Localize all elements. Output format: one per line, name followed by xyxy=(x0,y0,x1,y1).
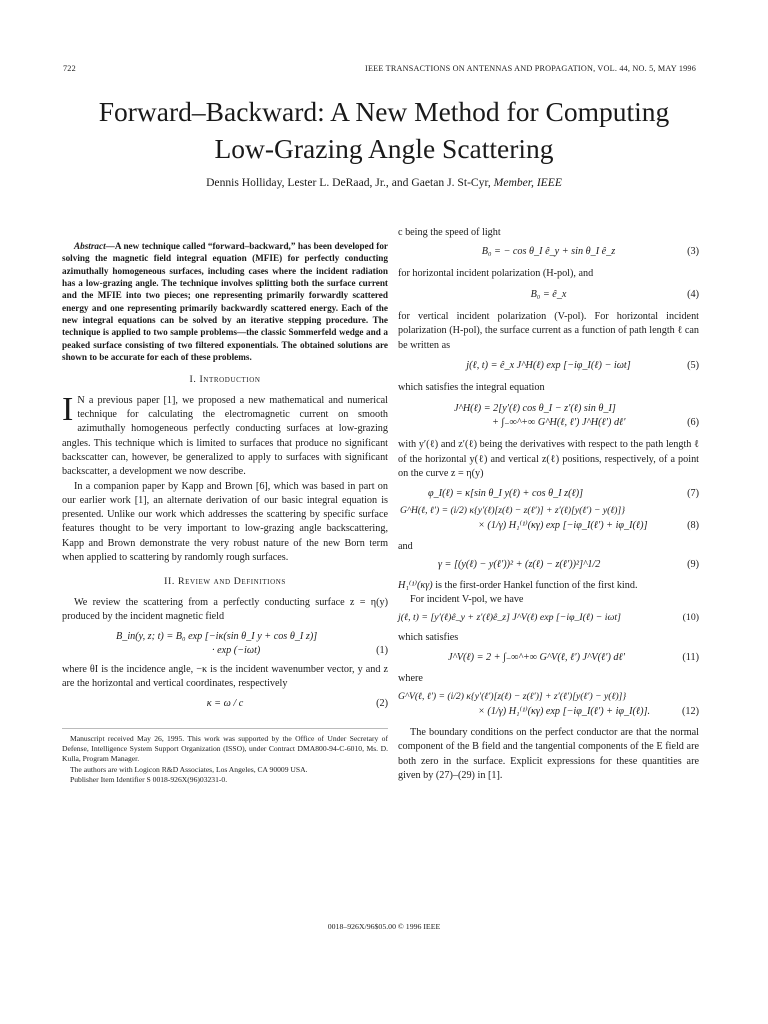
page-number: 722 xyxy=(63,64,76,73)
intro-paragraph-2: In a companion paper by Kapp and Brown [6], which was based in part on our earlier work [1], an alternate derivation of our basic integral equation is presented. Unlike our work which addresses the scattering by specific surface features thought to be very important to low-grazing angle backscattering, Kapp and Brown demonstrate the very robust nature of the new Born term when applied to scattering by randomly rough surfaces. xyxy=(62,480,388,563)
equation-number-4: (4) xyxy=(687,288,699,300)
equation-number-6: (6) xyxy=(687,416,699,428)
footnote-identifier: Publisher Item Identifier S 0018-926X(96)03231-0. xyxy=(70,774,228,784)
equation-number-8: (8) xyxy=(687,519,699,531)
journal-header: IEEE TRANSACTIONS ON ANTENNAS AND PROPAGATION, VOL. 44, NO. 5, MAY 1996 xyxy=(365,64,696,73)
abstract-label: Abstract— xyxy=(74,241,115,251)
review-paragraph-2: where θI is the incidence angle, −κ is the incident wavenumber vector, y and z are the horizontal and vertical coordinates, respectively xyxy=(62,663,388,690)
text-v-pol: for vertical incident polarization (V-pol). For horizontal incident polarization (H-pol), the surface current as a function of path length ℓ can be written as xyxy=(398,311,699,351)
drop-cap: I xyxy=(62,390,74,428)
text-h-pol: for horizontal incident polarization (H-pol), and xyxy=(398,267,594,279)
text-derivatives: with y′(ℓ) and z′(ℓ) being the derivatives with respect to the path length ℓ of the horizontal y(ℓ) and vertical z(ℓ) positions, respectively, of a point on the curve z = η(y) xyxy=(398,439,699,479)
equation-number-5: (5) xyxy=(687,360,699,372)
equation-10: j(ℓ, t) = [y′(ℓ)ê_y + z′(ℓ)ê_z] J^V(ℓ) exp [−iφ_I(ℓ) − iωt] (10) xyxy=(398,611,699,625)
text-where: where xyxy=(398,673,423,685)
abstract xyxy=(62,240,388,363)
equation-6-line-2: + ∫₋∞^+∞ G^H(ℓ, ℓ′) J^H(ℓ′) dℓ′ (6) xyxy=(398,416,699,430)
hankel-symbol: H₁⁽¹⁾(κγ) xyxy=(398,579,433,591)
equation-9: γ = [(y(ℓ) − y(ℓ′))² + (z(ℓ) − z(ℓ′))²]^1/2 (9) xyxy=(398,558,699,572)
paper-title xyxy=(0,93,768,167)
footnotes xyxy=(62,728,388,785)
intro-paragraph-1: I N a previous paper [1], we proposed a new mathematical and numerical technique for calculating the electromagnetic current on smooth azimuthally homogeneous perfectly conducting surfaces at low-grazing angles. This technique which is limited to surfaces that produce no significant backscatter can, however, be generalized to apply to surfaces with significant backscatter, a development we now describe. xyxy=(62,390,388,478)
equation-7: φ_I(ℓ) = κ[sin θ_I y(ℓ) + cos θ_I z(ℓ)] (7) xyxy=(398,487,699,501)
title-line-1: Forward–Backward: A New Method for Computing xyxy=(98,96,670,127)
text-hankel: H₁⁽¹⁾(κγ) is the first-order Hankel function of the first kind. xyxy=(398,579,638,591)
equation-8-line-1: G^H(ℓ, ℓ′) = (i/2) κ{y′(ℓ)[z(ℓ) − z(ℓ′)] + z′(ℓ)[y(ℓ′) − y(ℓ)]} xyxy=(400,505,626,517)
equation-5: j(ℓ, t) = ê_x J^H(ℓ) exp [−iφ_I(ℓ) − iωt] (5) xyxy=(398,359,699,373)
section-heading-review: II. Review and Definitions xyxy=(164,576,286,588)
equation-number-1: (1) xyxy=(376,645,388,657)
equation-8-line-2: × (1/γ) H₁⁽¹⁾(κγ) exp [−iφ_I(ℓ′) + iφ_I(ℓ)] (8) xyxy=(398,519,699,533)
text-and: and xyxy=(398,541,413,553)
right-column xyxy=(398,226,699,783)
equation-6-line-1: J^H(ℓ) = 2[y′(ℓ) cos θ_I − z′(ℓ) sin θ_I] xyxy=(454,402,616,414)
equation-12-line-1: G^V(ℓ, ℓ′) = (i/2) κ{y′(ℓ′)[z(ℓ) − z(ℓ′)] + z′(ℓ′)[y(ℓ′) − y(ℓ)]} xyxy=(398,691,627,703)
copyright-footer: 0018–926X/96$05.00 © 1996 IEEE xyxy=(327,922,441,931)
footnote-manuscript: Manuscript received May 26, 1995. This work was supported by the Office of Under Secretary of Defense, Intelligence System Support Organization (ISSO), under Contract DMA800-94-C-6010, Ms. D. Kulla, Program Manager. xyxy=(62,733,388,764)
text-speed-of-light: c being the speed of light xyxy=(398,227,501,238)
equation-12-line-2: × (1/γ) H₁⁽¹⁾(κγ) exp [−iφ_I(ℓ′) + iφ_I(ℓ)]. (12) xyxy=(398,705,699,719)
review-paragraph-1: We review the scattering from a perfectly conducting surface z = η(y) produced by the incident magnetic field xyxy=(62,596,388,622)
equation-4: B₀ = ê_x (4) xyxy=(398,288,699,302)
equation-1-line-2: · exp (−iωt) (1) xyxy=(62,644,388,658)
left-column xyxy=(62,226,388,785)
equation-3: B₀ = − cos θ_I ê_y + sin θ_I ê_z (3) xyxy=(398,245,699,259)
text-v-pol-intro: For incident V-pol, we have xyxy=(410,593,524,605)
equation-11: J^V(ℓ) = 2 + ∫₋∞^+∞ G^V(ℓ, ℓ′) J^V(ℓ′) dℓ′ (11) xyxy=(398,651,699,665)
section-heading-introduction: I. Introduction xyxy=(189,374,261,386)
equation-1-line-1: B_in(y, z; t) = B₀ exp [−iκ(sin θ_I y + cos θ_I z)] xyxy=(116,631,318,643)
text-boundary-conditions: The boundary conditions on the perfect conductor are that the normal component of the B field and the tangential components of the E field are both zero in the surface. Explicit expressions for these quantities are given by (27)–(29) in [1]. xyxy=(398,727,699,781)
title-line-2: Low-Grazing Angle Scattering xyxy=(214,133,554,164)
equation-number-12: (12) xyxy=(682,705,699,717)
author-names: Dennis Holliday, Lester L. DeRaad, Jr., and Gaetan J. St-Cyr, xyxy=(206,176,491,189)
text-integral-equation: which satisfies the integral equation xyxy=(398,382,545,394)
equation-number-9: (9) xyxy=(687,559,699,571)
footnote-affiliation: The authors are with Logicon R&D Associates, Los Angeles, CA 90009 USA. xyxy=(70,764,308,774)
equation-number-7: (7) xyxy=(687,488,699,500)
equation-number-3: (3) xyxy=(687,246,699,258)
author-line xyxy=(0,176,768,189)
equation-number-11: (11) xyxy=(682,651,699,663)
author-membership: Member, IEEE xyxy=(493,176,562,189)
equation-number-2: (2) xyxy=(376,698,388,710)
equation-2: κ = ω / c (2) xyxy=(62,697,388,711)
text-which-satisfies: which satisfies xyxy=(398,631,459,643)
abstract-text: A new technique called “forward–backward,” has been developed for solving the magnetic field integral equation (MFIE) for perfectly conducting azimuthally homogeneous surfaces, including cases where the incident radiation has a low-grazing angle. The technique involves splitting both the surface current and the MFIE into two pieces; one representing primarily forwardly scattered energy and one representing primarily backwardly scattered energy. Each of the new integral equations can be solved by an iterative stepping procedure. The technique is applied to two sample problems—the classic Sommerfeld wedge and a peaked surface consisting of two filtered exponentials. The obtained solutions are shown to be accurate for each of these problems. xyxy=(62,241,388,363)
equation-number-10: (10) xyxy=(682,612,699,624)
